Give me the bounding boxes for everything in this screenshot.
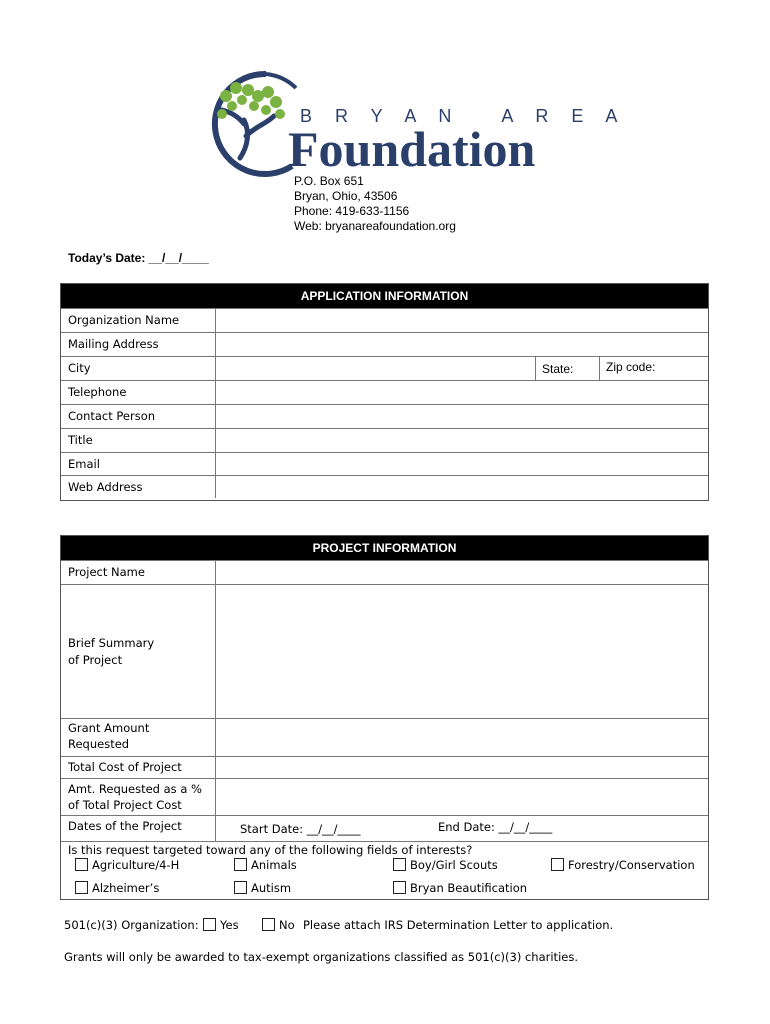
row-organization-name bbox=[61, 308, 708, 332]
row-telephone bbox=[61, 380, 708, 404]
interest-autism[interactable] bbox=[234, 881, 291, 895]
label-pct-2: of Total Project Cost bbox=[68, 798, 182, 812]
total-cost-field[interactable] bbox=[216, 757, 708, 778]
label-grant-1: Grant Amount bbox=[68, 721, 150, 735]
checkbox[interactable] bbox=[234, 858, 247, 871]
label-pct-1: Amt. Requested as a % bbox=[68, 782, 202, 796]
checkbox[interactable] bbox=[393, 858, 406, 871]
label-dates: Dates of the Project bbox=[68, 819, 182, 833]
address-pobox: P.O. Box 651 bbox=[294, 174, 364, 188]
interest-label: Alzheimer’s bbox=[92, 881, 160, 895]
interest-label: Autism bbox=[251, 881, 292, 895]
row-title bbox=[61, 428, 708, 452]
interest-alzheimers[interactable] bbox=[75, 881, 159, 895]
row-interests bbox=[61, 841, 708, 899]
interest-label: Animals bbox=[251, 858, 297, 872]
bryan-area-foundation-logo bbox=[196, 66, 627, 177]
label-summary-2: of Project bbox=[68, 653, 123, 667]
mailing-address-field[interactable] bbox=[216, 333, 708, 356]
row-dates bbox=[61, 815, 708, 841]
yes-option[interactable] bbox=[203, 918, 239, 932]
checkbox[interactable] bbox=[393, 881, 406, 894]
brief-summary-field[interactable] bbox=[216, 585, 708, 718]
row-total-cost bbox=[61, 756, 708, 778]
row-contact-person bbox=[61, 404, 708, 428]
eligibility-note: Grants will only be awarded to tax-exempt organizations classified as 501(c)(3) charities. bbox=[64, 950, 578, 964]
project-name-field[interactable] bbox=[216, 561, 708, 584]
checkbox[interactable] bbox=[75, 858, 88, 871]
email-field[interactable] bbox=[216, 453, 708, 475]
application-header: APPLICATION INFORMATION bbox=[61, 284, 708, 308]
interest-forestry[interactable] bbox=[551, 858, 695, 872]
project-header: PROJECT INFORMATION bbox=[61, 536, 708, 560]
application-table bbox=[60, 283, 709, 501]
todays-date: Today’s Date: __/__/____ bbox=[68, 251, 209, 265]
city-field[interactable] bbox=[216, 357, 533, 380]
row-project-name bbox=[61, 560, 708, 584]
zip-label: Zip code: bbox=[606, 360, 656, 374]
label-project-name: Project Name bbox=[68, 565, 145, 579]
web-address-field[interactable] bbox=[216, 476, 708, 498]
row-city bbox=[61, 356, 708, 380]
label-email: Email bbox=[68, 457, 100, 471]
label-grant-2: Requested bbox=[68, 737, 130, 751]
label-city: City bbox=[68, 361, 91, 375]
row-grant-amount bbox=[61, 718, 708, 756]
checkbox[interactable] bbox=[234, 881, 247, 894]
yes-label: Yes bbox=[220, 918, 239, 932]
attach-note: Please attach IRS Determination Letter to application. bbox=[303, 918, 614, 932]
checkbox[interactable] bbox=[262, 918, 275, 931]
project-table bbox=[60, 535, 709, 900]
grant-amount-field[interactable] bbox=[216, 719, 708, 756]
interest-label: Bryan Beautification bbox=[410, 881, 528, 895]
label-organization-name: Organization Name bbox=[68, 313, 180, 327]
row-percent bbox=[61, 778, 708, 815]
end-date-field[interactable]: End Date: __/__/____ bbox=[438, 820, 553, 834]
telephone-field[interactable] bbox=[216, 381, 708, 404]
label-total-cost: Total Cost of Project bbox=[68, 760, 182, 774]
no-option[interactable] bbox=[262, 918, 295, 932]
interest-beautification[interactable] bbox=[393, 881, 527, 895]
label-summary-1: Brief Summary bbox=[68, 636, 155, 650]
row-brief-summary bbox=[61, 584, 708, 718]
label-mailing-address: Mailing Address bbox=[68, 337, 159, 351]
no-label: No bbox=[279, 918, 295, 932]
logo-line2: Foundation bbox=[288, 121, 536, 177]
logo-line1: B R Y A N A R E A bbox=[300, 106, 627, 126]
state-label: State: bbox=[542, 362, 574, 376]
interest-label: Agriculture/4-H bbox=[92, 858, 180, 872]
address-web: Web: bryanareafoundation.org bbox=[294, 219, 456, 233]
organization-name-field[interactable] bbox=[216, 309, 708, 332]
interest-agriculture[interactable] bbox=[75, 858, 179, 872]
start-date-field[interactable]: Start Date: __/__/____ bbox=[240, 822, 361, 836]
title-field[interactable] bbox=[216, 429, 708, 452]
label-title: Title bbox=[68, 433, 93, 447]
percent-field[interactable] bbox=[216, 779, 708, 815]
row-mailing-address bbox=[61, 332, 708, 356]
interest-label: Boy/Girl Scouts bbox=[410, 858, 498, 872]
label-web-address: Web Address bbox=[68, 480, 143, 494]
address-city: Bryan, Ohio, 43506 bbox=[294, 189, 398, 203]
address-phone: Phone: 419-633-1156 bbox=[294, 204, 410, 218]
label-contact-person: Contact Person bbox=[68, 409, 156, 423]
row-email bbox=[61, 452, 708, 475]
row-web-address bbox=[61, 475, 708, 498]
org-501c3-label: 501(c)(3) Organization: bbox=[64, 918, 199, 932]
interest-label: Forestry/Conservation bbox=[568, 858, 695, 872]
checkbox[interactable] bbox=[203, 918, 216, 931]
interest-scouts[interactable] bbox=[393, 858, 498, 872]
interest-animals[interactable] bbox=[234, 858, 297, 872]
checkbox[interactable] bbox=[75, 881, 88, 894]
contact-person-field[interactable] bbox=[216, 405, 708, 428]
checkbox[interactable] bbox=[551, 858, 564, 871]
interests-question: Is this request targeted toward any of the following fields of interests? bbox=[68, 843, 473, 857]
label-telephone: Telephone bbox=[68, 385, 127, 399]
